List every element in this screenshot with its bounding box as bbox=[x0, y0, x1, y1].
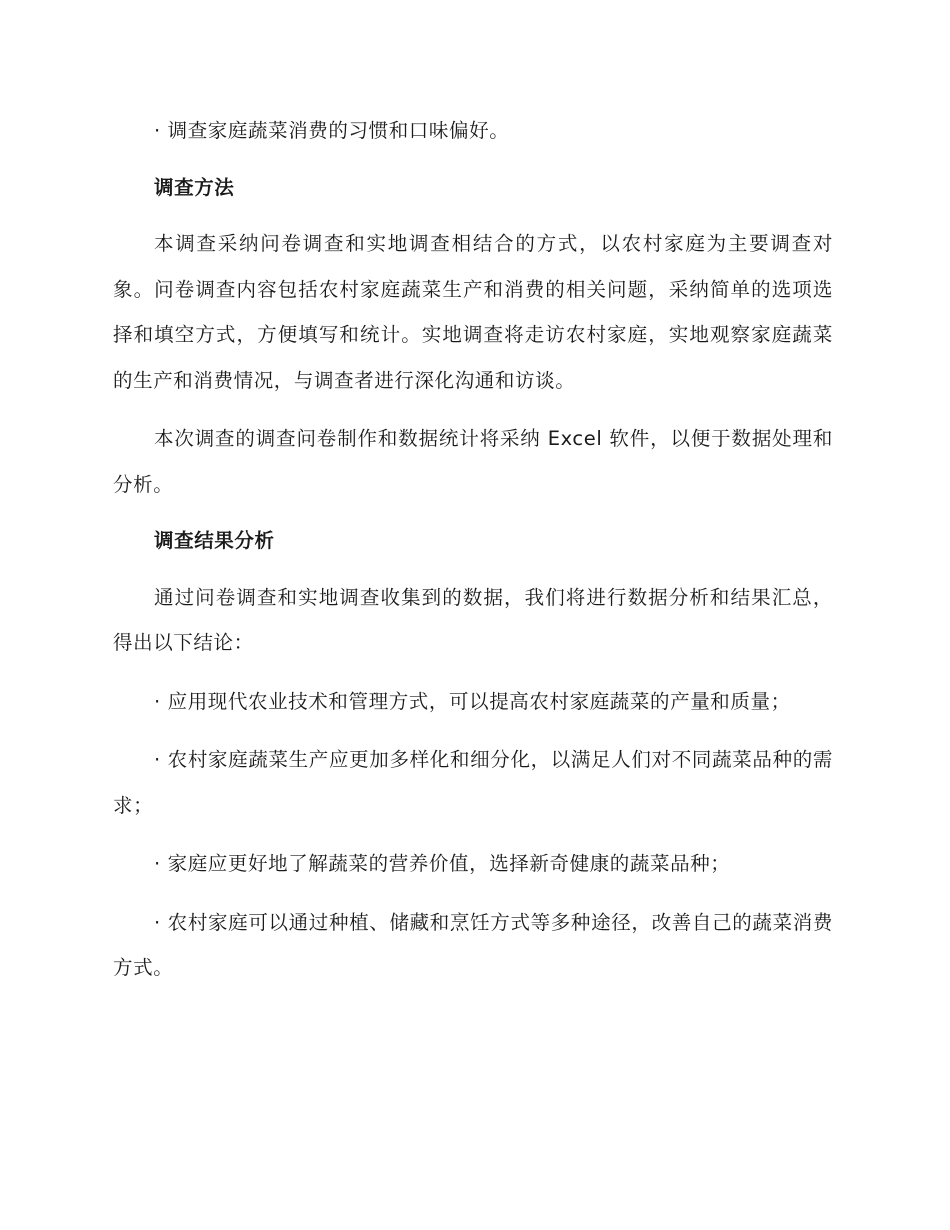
conclusion-item-consumption-methods: · 农村家庭可以通过种植、储藏和烹饪方式等多种途径，改善自己的蔬菜消费方式。 bbox=[113, 910, 833, 979]
heading-results-analysis: 调查结果分析 bbox=[154, 529, 275, 552]
conclusion-item-technology: · 应用现代农业技术和管理方式，可以提高农村家庭蔬菜的产量和质量； bbox=[154, 689, 791, 713]
heading-survey-method: 调查方法 bbox=[154, 175, 235, 199]
paragraph-excel-usage: 本次调查的调查问卷制作和数据统计将采纳 Excel 软件，以便于数据处理和分析。 bbox=[113, 427, 833, 496]
bullet-consumption-habits: · 调查家庭蔬菜消费的习惯和口味偏好。 bbox=[154, 119, 510, 142]
conclusion-item-diversification: · 农村家庭蔬菜生产应更加多样化和细分化，以满足人们对不同蔬菜品种的需求； bbox=[113, 748, 833, 817]
paragraph-results-intro: 通过问卷调查和实地调查收集到的数据，我们将进行数据分析和结果汇总，得出以下结论： bbox=[113, 585, 833, 654]
document-page bbox=[113, 108, 833, 991]
conclusion-item-nutrition: · 家庭应更好地了解蔬菜的营养价值，选择新奇健康的蔬菜品种； bbox=[154, 852, 731, 875]
paragraph-method-description: 本调查采纳问卷调查和实地调查相结合的方式，以农村家庭为主要调查对象。问卷调查内容包括农村家庭蔬菜生产和消费的相关问题，采纳简单的选项选择和填空方式，方便填写和统计。实地调查将走访农村家庭，实地观察家庭蔬菜的生产和消费情况，与调查者进行深化沟通和访谈。 bbox=[113, 232, 833, 392]
